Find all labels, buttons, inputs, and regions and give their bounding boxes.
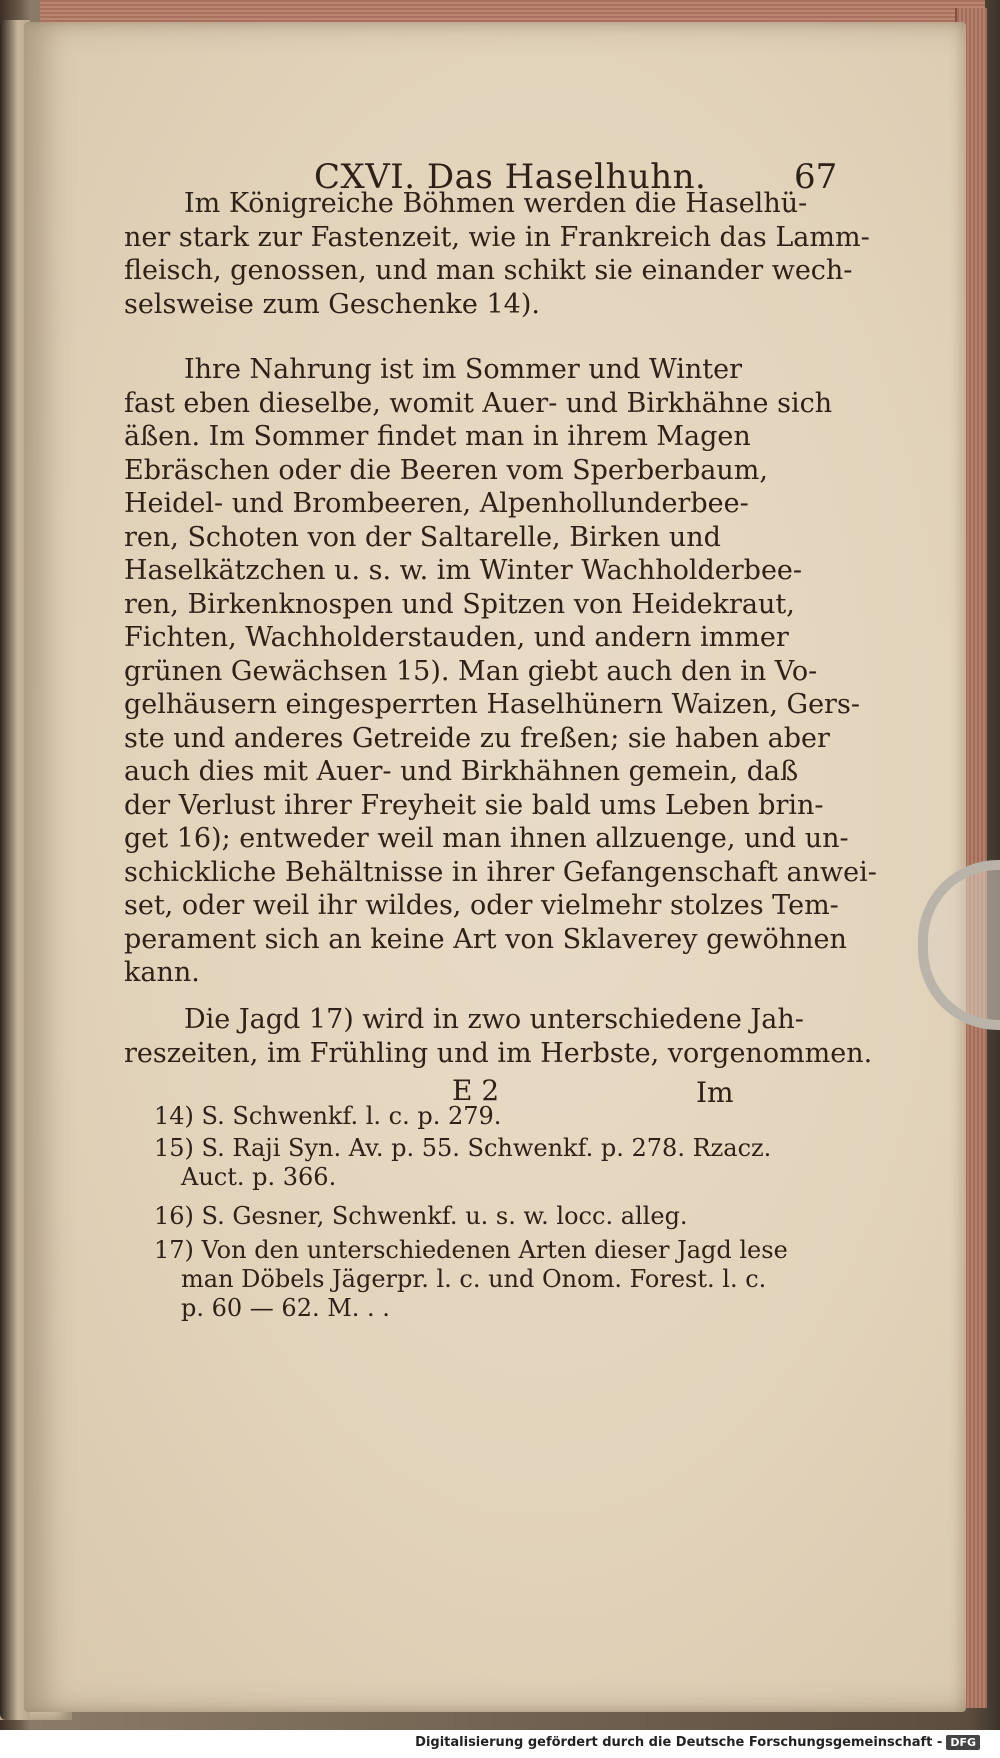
text-line: selsweise zum Geschenke 14). [124, 288, 540, 320]
text-line: fleisch, genossen, und man schikt sie einander wech- [124, 255, 853, 286]
footnote-line: 17) Von den unterschiedenen Arten dieser Jagd lese [154, 1236, 788, 1264]
footer-credit [415, 1735, 980, 1750]
text-line: der Verlust ihrer Freyheit sie bald ums Leben brin- [124, 789, 824, 821]
dfg-logo: DFG [946, 1735, 980, 1750]
text-line: auch dies mit Auer- und Birkhähnen gemein, daß [124, 756, 799, 787]
digitization-footer [0, 1730, 1000, 1758]
text-line: äßen. Im Sommer findet man in ihrem Magen [124, 421, 751, 452]
footer-credit-text: Digitalisierung gefördert durch die Deutsche Forschungsgemeinschaft - [415, 1735, 943, 1750]
footnote-line: Auct. p. 366. [181, 1163, 337, 1191]
text-line: kann. [124, 957, 200, 988]
text-line: perament sich an keine Art von Sklaverey gewöhnen [124, 923, 847, 955]
text-line: set, oder weil ihr wildes, oder vielmehr stolzes Tem- [124, 890, 839, 921]
text-line: ren, Birkenknospen und Spitzen von Heidekraut, [124, 588, 795, 620]
text-line: ren, Schoten von der Saltarelle, Birken und [124, 521, 721, 553]
signature-mark: E 2 [452, 1074, 500, 1107]
text-line: Ihre Nahrung ist im Sommer und Winter [184, 354, 743, 385]
text-line: Fichten, Wachholderstauden, und andern immer [124, 622, 789, 653]
footnote-line: 14) S. Schwenkf. l. c. p. 279. [154, 1102, 502, 1130]
text-line: ner stark zur Fastenzeit, wie in Frankreich das Lamm- [124, 221, 870, 253]
text-line: Im Königreiche Böhmen werden die Haselhü- [184, 188, 808, 219]
footnote-line: 15) S. Raji Syn. Av. p. 55. Schwenkf. p. 278. Rzacz. [154, 1134, 772, 1162]
text-line: Haselkätzchen u. s. w. im Winter Wachholderbee- [124, 555, 803, 586]
text-line: ste und anderes Getreide zu freßen; sie haben aber [124, 722, 830, 754]
book-page [24, 22, 966, 1712]
text-line: schickliche Behältnisse in ihrer Gefangenschaft anwei- [124, 856, 877, 888]
text-line: grünen Gewächsen 15). Man giebt auch den in Vo- [124, 655, 818, 687]
running-head: CXVI. Das Haselhuhn. [314, 157, 707, 197]
page-number: 67 [794, 157, 838, 197]
text-line: reszeiten, im Frühling und im Herbste, vorgenommen. [124, 1037, 873, 1069]
catchword: Im [696, 1076, 734, 1109]
text-line: Ebräschen oder die Beeren vom Sperberbaum, [124, 454, 768, 486]
text-line: Die Jagd 17) wird in zwo unterschiedene Jah- [184, 1004, 804, 1035]
text-line: gelhäusern eingesperrten Haselhünern Waizen, Gers- [124, 689, 860, 720]
text-line: Heidel- und Brombeeren, Alpenhollunderbee- [124, 488, 749, 519]
text-line: fast eben dieselbe, womit Auer- und Birkhähne sich [124, 387, 833, 419]
footnote-line: man Döbels Jägerpr. l. c. und Onom. Forest. l. c. [181, 1265, 767, 1293]
text-line: get 16); entweder weil man ihnen allzuenge, und un- [124, 823, 849, 854]
footnote-line: 16) S. Gesner, Schwenkf. u. s. w. locc. alleg. [154, 1202, 688, 1230]
footnote-line: p. 60 — 62. M. . . [181, 1294, 390, 1322]
